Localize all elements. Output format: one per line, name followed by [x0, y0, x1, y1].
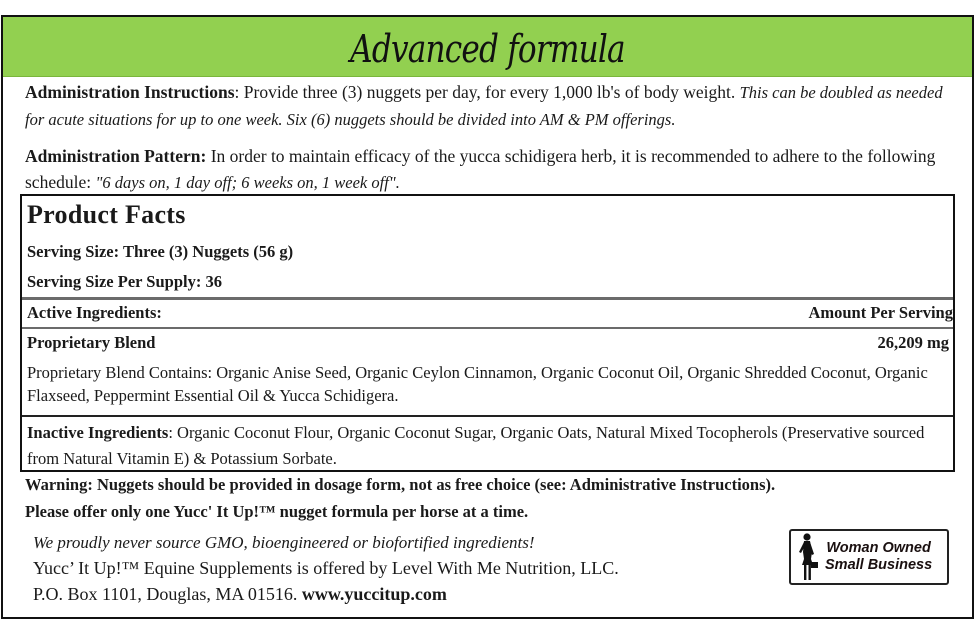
formula-banner — [3, 17, 972, 77]
product-facts-title: Product Facts — [27, 200, 186, 229]
proprietary-blend-row — [27, 333, 949, 353]
amount-per-serving-label: Amount Per Serving — [808, 303, 953, 322]
administration-pattern-text: In order to maintain efficacy of the yucca schidigera herb, it is recommended to adhere to the following schedule: — [25, 146, 936, 192]
facts-divider — [22, 297, 953, 300]
gmo-statement: We proudly never source GMO, bioengineered or biofortified ingredients! — [33, 533, 535, 552]
website-link[interactable]: www.yuccitup.com — [301, 584, 447, 604]
administration-instructions-label: Administration Instructions — [25, 82, 235, 102]
formula-title: Advanced formula — [350, 26, 625, 71]
badge-line-1: Woman Owned — [826, 540, 931, 556]
active-ingredients-label: Active Ingredients: — [27, 303, 162, 322]
inactive-ingredients-label: Inactive Ingredients — [27, 423, 169, 442]
address-line — [33, 584, 447, 605]
formula-warning: Please offer only one Yucc' It Up!™ nugget formula per horse at a time. — [25, 502, 529, 521]
administration-instructions — [25, 79, 955, 133]
mailing-address: P.O. Box 1101, Douglas, MA 01516. — [33, 584, 302, 604]
blend-amount: 26,209 mg — [877, 333, 949, 352]
badge-line-2: Small Business — [825, 557, 933, 573]
facts-divider — [22, 327, 953, 329]
inactive-ingredients-text: : Organic Coconut Flour, Organic Coconut Sugar, Organic Oats, Natural Mixed Tocopherols (Preservative sourced from Natural Vitamin E) & Potassium Sorbate. — [27, 423, 925, 468]
administration-instructions-note: This can be doubled as needed for acute situations for up to one week. Six (6) nuggets should be divided into AM & PM offerings. — [25, 83, 943, 129]
badge-label — [825, 540, 932, 574]
administration-pattern — [25, 143, 955, 196]
administration-pattern-label: Administration Pattern: — [25, 146, 207, 166]
inactive-ingredients — [27, 420, 933, 472]
woman-owned-badge — [789, 529, 949, 585]
blend-contents: Proprietary Blend Contains: Organic Anise Seed, Organic Ceylon Cinnamon, Organic Coconut Oil, Organic Shredded Coconut, Organic Flaxseed, Peppermint Essential Oil & Yucca Schidigera. — [27, 363, 928, 405]
product-label — [1, 15, 974, 619]
active-ingredients-header — [27, 303, 953, 323]
dosage-warning: Warning: Nuggets should be provided in dosage form, not as free choice (see: Administrative Instructions). — [25, 475, 776, 494]
company-statement: Yucc’ It Up!™ Equine Supplements is offered by Level With Me Nutrition, LLC. — [33, 558, 619, 578]
facts-divider — [22, 415, 953, 417]
administration-pattern-schedule: "6 days on, 1 day off; 6 weeks on, 1 week off". — [95, 173, 400, 192]
blend-name: Proprietary Blend — [27, 333, 156, 352]
administration-instructions-text: : Provide three (3) nuggets per day, for every 1,000 lb's of body weight. — [234, 82, 740, 102]
product-facts-panel — [20, 194, 955, 472]
businesswoman-silhouette-icon — [795, 532, 821, 582]
servings-per-supply: Serving Size Per Supply: 36 — [27, 272, 222, 291]
serving-size: Serving Size: Three (3) Nuggets (56 g) — [27, 242, 294, 261]
